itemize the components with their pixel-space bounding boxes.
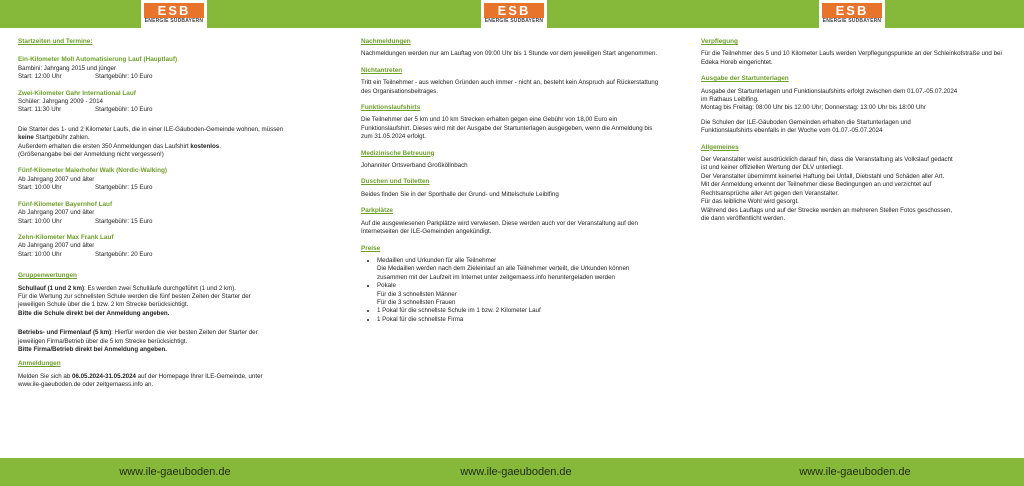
list-item: • 1 Pokal für die schnellste Schule im 1 bzw. 2 Kilometer Lauf xyxy=(377,307,661,315)
allgemeines-text: Der Veranstalter übernimmt keinerlei Haftung bei Unfall, Diebstahl und Schäden aller Art. xyxy=(701,172,945,180)
anmeldung-text: www.ile-gaeuboden.de oder zeitgemaess.info an. xyxy=(18,381,154,389)
nachmeldungen-text: Nachmeldungen werden nur am Lauftag von 09:00 Uhr bis 1 Stunde vor dem jeweiligen Start angenommen. xyxy=(361,50,658,58)
list-item xyxy=(377,282,661,307)
heading-verpflegung: Verpflegung xyxy=(701,38,738,45)
footer-url-link[interactable]: www.ile-gaeuboden.de xyxy=(460,466,572,478)
allgemeines-text: Während des Lauftags und auf der Strecke werden an mehreren Stellen Fotos geschossen, xyxy=(701,206,953,214)
heading-anmeldungen: Anmeldungen xyxy=(18,360,61,368)
schullauf-note-bold: Bitte die Schule direkt bei der Anmeldung angeben. xyxy=(18,309,170,317)
list-item xyxy=(377,257,661,282)
race-title: Zwei-Kilometer Gahr International Lauf xyxy=(18,89,136,97)
esb-logo xyxy=(141,0,207,30)
race-category: Schüler: Jahrgang 2009 - 2014 xyxy=(18,98,103,106)
info-rest: Startgebühr zahlen. xyxy=(33,134,90,142)
race-fee: Startgebühr: 10 Euro xyxy=(95,106,153,114)
esb-logo xyxy=(481,0,547,30)
race-start-time: Start: 10:00 Uhr xyxy=(18,250,62,258)
heading-preise: Preise xyxy=(361,244,381,252)
info-bold: keine xyxy=(18,134,34,142)
funktionslaufshirts-text: Die Teilnehmer der 5 km und 10 km Strecken erhalten gegen eine Gebühr von 18,00 Euro ein Funktionslaufshirt. Dieses wird mit der Ausgabe der Startunterlagen ausgegeben, wenn die Anmeldung bis zum 31.05.2024 erfolgt. xyxy=(361,116,653,141)
race-start-row xyxy=(18,184,318,192)
schullauf-rest: : Es werden zwei Schulläufe durchgeführt (1 und 2 km). xyxy=(84,284,237,292)
race-title: Ein-Kilometer Moll Automatisierung Lauf (Hauptlauf) xyxy=(18,56,178,64)
verpflegung-text: Für die Teilnehmer des 5 und 10 Kilometer Laufs werden Verpflegungspunkte an der Schleinkofstraße und bei Edeka Horeb eingerichtet. xyxy=(701,50,1002,66)
preise-list xyxy=(361,257,661,324)
race-fee: Startgebühr: 20 Euro xyxy=(95,250,153,258)
heading-startzeiten: Startzeiten und Termine: xyxy=(18,38,93,45)
anmeldung-rest: auf der Homepage Ihrer ILE-Gemeinde, unter xyxy=(136,372,263,380)
schullauf-text: jeweiligen Schule über die 1 bzw. 2 km Strecke berücksichtigt. xyxy=(18,301,189,309)
firmenlauf-note-bold: Bitte Firma/Betrieb direkt bei Anmeldung angeben. xyxy=(18,345,167,353)
nichtantreten-text: Tritt ein Teilnehmer - aus welchen Gründen auch immer - nicht an, besteht kein Anspruch auf Rückerstattung des Organisationsbeitrages. xyxy=(361,79,659,95)
list-item: • 1 Pokal für die schnellste Firma xyxy=(377,316,661,324)
medizinische-betreuung-text: Johanniter Ortsverband Großköllnbach xyxy=(361,162,468,170)
heading-ausgabe-startunterlagen: Ausgabe der Startunterlagen xyxy=(701,75,789,83)
anmeldung-dates: 06.05.2024-31.05.2024 xyxy=(72,372,136,380)
heading-allgemeines: Allgemeines xyxy=(701,143,739,151)
info-bold: kostenlos xyxy=(190,142,220,150)
esb-logo-mark: ESB xyxy=(484,3,544,18)
heading-funktionslaufshirts: Funktionslaufshirts xyxy=(361,104,421,112)
allgemeines-text: Für das leibliche Wohl wird gesorgt. xyxy=(701,198,799,206)
anmeldung-rest: Melden Sie sich ab xyxy=(18,372,72,380)
esb-logo-mark: ESB xyxy=(822,3,882,18)
race-title: Zehn-Kilometer Max Frank Lauf xyxy=(18,233,114,241)
heading-parkplaetze: Parkplätze xyxy=(361,207,393,215)
info-rest: Außerdem erhalten die ersten 350 Anmeldungen das Laufshirt xyxy=(18,142,191,150)
esb-logo-subtitle: ENERGIE SÜDBAYERN xyxy=(484,18,544,24)
column-allgemein xyxy=(701,38,1011,223)
info-text xyxy=(18,134,318,142)
column-organisation xyxy=(361,38,661,324)
ausgabe-text: Funktionslaufshirts ebenfalls in der Woche vom 01.07.-05.07.2024 xyxy=(701,127,883,135)
race-start-time: Start: 11:30 Uhr xyxy=(18,106,62,114)
race-fee: Startgebühr: 15 Euro xyxy=(95,217,153,225)
preis-detail: Für die 3 schnellsten Männer xyxy=(377,290,457,298)
esb-logo-subtitle: ENERGIE SÜDBAYERN xyxy=(144,18,204,24)
preis-label: Pokale xyxy=(377,282,396,290)
esb-logo xyxy=(819,0,885,30)
anmeldung-text xyxy=(18,373,318,381)
race-title: Fünf-Kilometer Bayernhof Lauf xyxy=(18,200,113,208)
heading-duschen: Duschen und Toiletten xyxy=(361,178,430,186)
race-start-row xyxy=(18,106,318,114)
heading-medizinische-betreuung: Medizinische Betreuung xyxy=(361,149,435,157)
info-text: (Größenangabe bei der Anmeldung nicht vergessen!) xyxy=(18,151,164,159)
ausgabe-text: im Rathaus Leiblfing. xyxy=(701,96,759,104)
race-category: Ab Jahrgang 2007 und älter xyxy=(18,242,95,250)
schullauf-bold: Schullauf (1 und 2 km) xyxy=(18,284,85,292)
race-category: Bambini: Jahrgang 2015 und jünger xyxy=(18,64,117,72)
info-text xyxy=(18,143,318,151)
race-start-row xyxy=(18,218,318,226)
duschen-text: Beides finden Sie in der Sporthalle der Grund- und Mittelschule Leiblfing xyxy=(361,190,559,198)
allgemeines-text: die dann veröffentlicht werden. xyxy=(701,214,786,222)
footer-url-link[interactable]: www.ile-gaeuboden.de xyxy=(119,466,231,478)
allgemeines-text: ist und keiner offiziellen Wertung der DLV unterliegt. xyxy=(701,164,844,172)
race-start-row xyxy=(18,73,318,81)
race-fee: Startgebühr: 15 Euro xyxy=(95,184,153,192)
race-category: Ab Jahrgang 2007 und älter xyxy=(18,175,95,183)
race-category: Ab Jahrgang 2007 und älter xyxy=(18,209,95,217)
ausgabe-text: Ausgabe der Startunterlagen und Funktionslaufshirts erfolgt zwischen dem 01.07.-05.07.2024 xyxy=(701,87,958,95)
schullauf-note xyxy=(18,310,318,318)
race-start-time: Start: 10:00 Uhr xyxy=(18,217,62,225)
esb-logo-mark: ESB xyxy=(144,3,204,18)
firmenlauf-text xyxy=(18,329,318,337)
firmenlauf-rest: : Hierfür werden die vier besten Zeiten der Starter der xyxy=(111,329,258,337)
firmenlauf-text: jeweiligen Firma/Betrieb über die 5 km Strecke berücksichtigt. xyxy=(18,337,188,345)
race-start-row xyxy=(18,251,318,259)
preis-detail: Für die 3 schnellsten Frauen xyxy=(377,298,456,306)
allgemeines-text: Rechtsansprüche aller Art gegen den Veranstalter. xyxy=(701,189,839,197)
heading-nichtantreten: Nichtantreten xyxy=(361,66,403,74)
race-start-time: Start: 10:00 Uhr xyxy=(18,184,62,192)
info-text: Die Starter des 1- und 2 Kilometer Laufs, die in einer ILE-Gäuboden-Gemeinde wohnen, müssen xyxy=(18,125,284,133)
footer-url-link[interactable]: www.ile-gaeuboden.de xyxy=(799,466,911,478)
preis-label: Medaillen und Urkunden für alle Teilnehmer xyxy=(377,256,497,264)
schullauf-text: Für die Wertung zur schnellsten Schule werden die fünf besten Zeiten der Starter der xyxy=(18,292,251,300)
info-rest: . xyxy=(219,142,221,150)
race-start-time: Start: 12:00 Uhr xyxy=(18,73,62,81)
heading-nachmeldungen: Nachmeldungen xyxy=(361,38,411,45)
heading-gruppenwertungen: Gruppenwertungen xyxy=(18,272,77,280)
race-fee: Startgebühr: 10 Euro xyxy=(95,73,153,81)
parkplaetze-text: Auf die ausgewiesenen Parkplätze wird verwiesen. Diese werden auch vor der Veranstaltung auf den Internetseiten der ILE-Gemeinden angekündigt. xyxy=(361,219,638,236)
esb-logo-subtitle: ENERGIE SÜDBAYERN xyxy=(822,18,882,24)
allgemeines-text: Der Veranstalter weist ausdrücklich darauf hin, dass die Veranstaltung als Volkslauf gedacht xyxy=(701,156,953,164)
allgemeines-text: Mit der Anmeldung erkennt der Teilnehmer diese Bedingungen an und verzichtet auf xyxy=(701,181,932,189)
race-title: Fünf-Kilometer Maierhofer Walk (Nordic-Walking) xyxy=(18,167,168,175)
column-startzeiten xyxy=(18,38,318,390)
preis-detail: Die Medaillen werden nach dem Zieleinlauf an alle Teilnehmer verteilt, die Urkunden können zusammen mit der Laufzeit im Internet unter zeitgemaess.info heruntergeladen werden xyxy=(377,265,630,281)
schullauf-text xyxy=(18,285,318,293)
ausgabe-text: Die Schulen der ILE-Gäuboden Gemeinden erhalten die Startunterlagen und xyxy=(701,118,911,126)
firmenlauf-note xyxy=(18,346,318,354)
ausgabe-text: Montag bis Freitag: 08:00 Uhr bis 12:00 Uhr; Donnerstag: 13:00 Uhr bis 18:00 Uhr xyxy=(701,104,926,112)
firmenlauf-bold: Betriebs- und Firmenlauf (5 km) xyxy=(18,329,112,337)
